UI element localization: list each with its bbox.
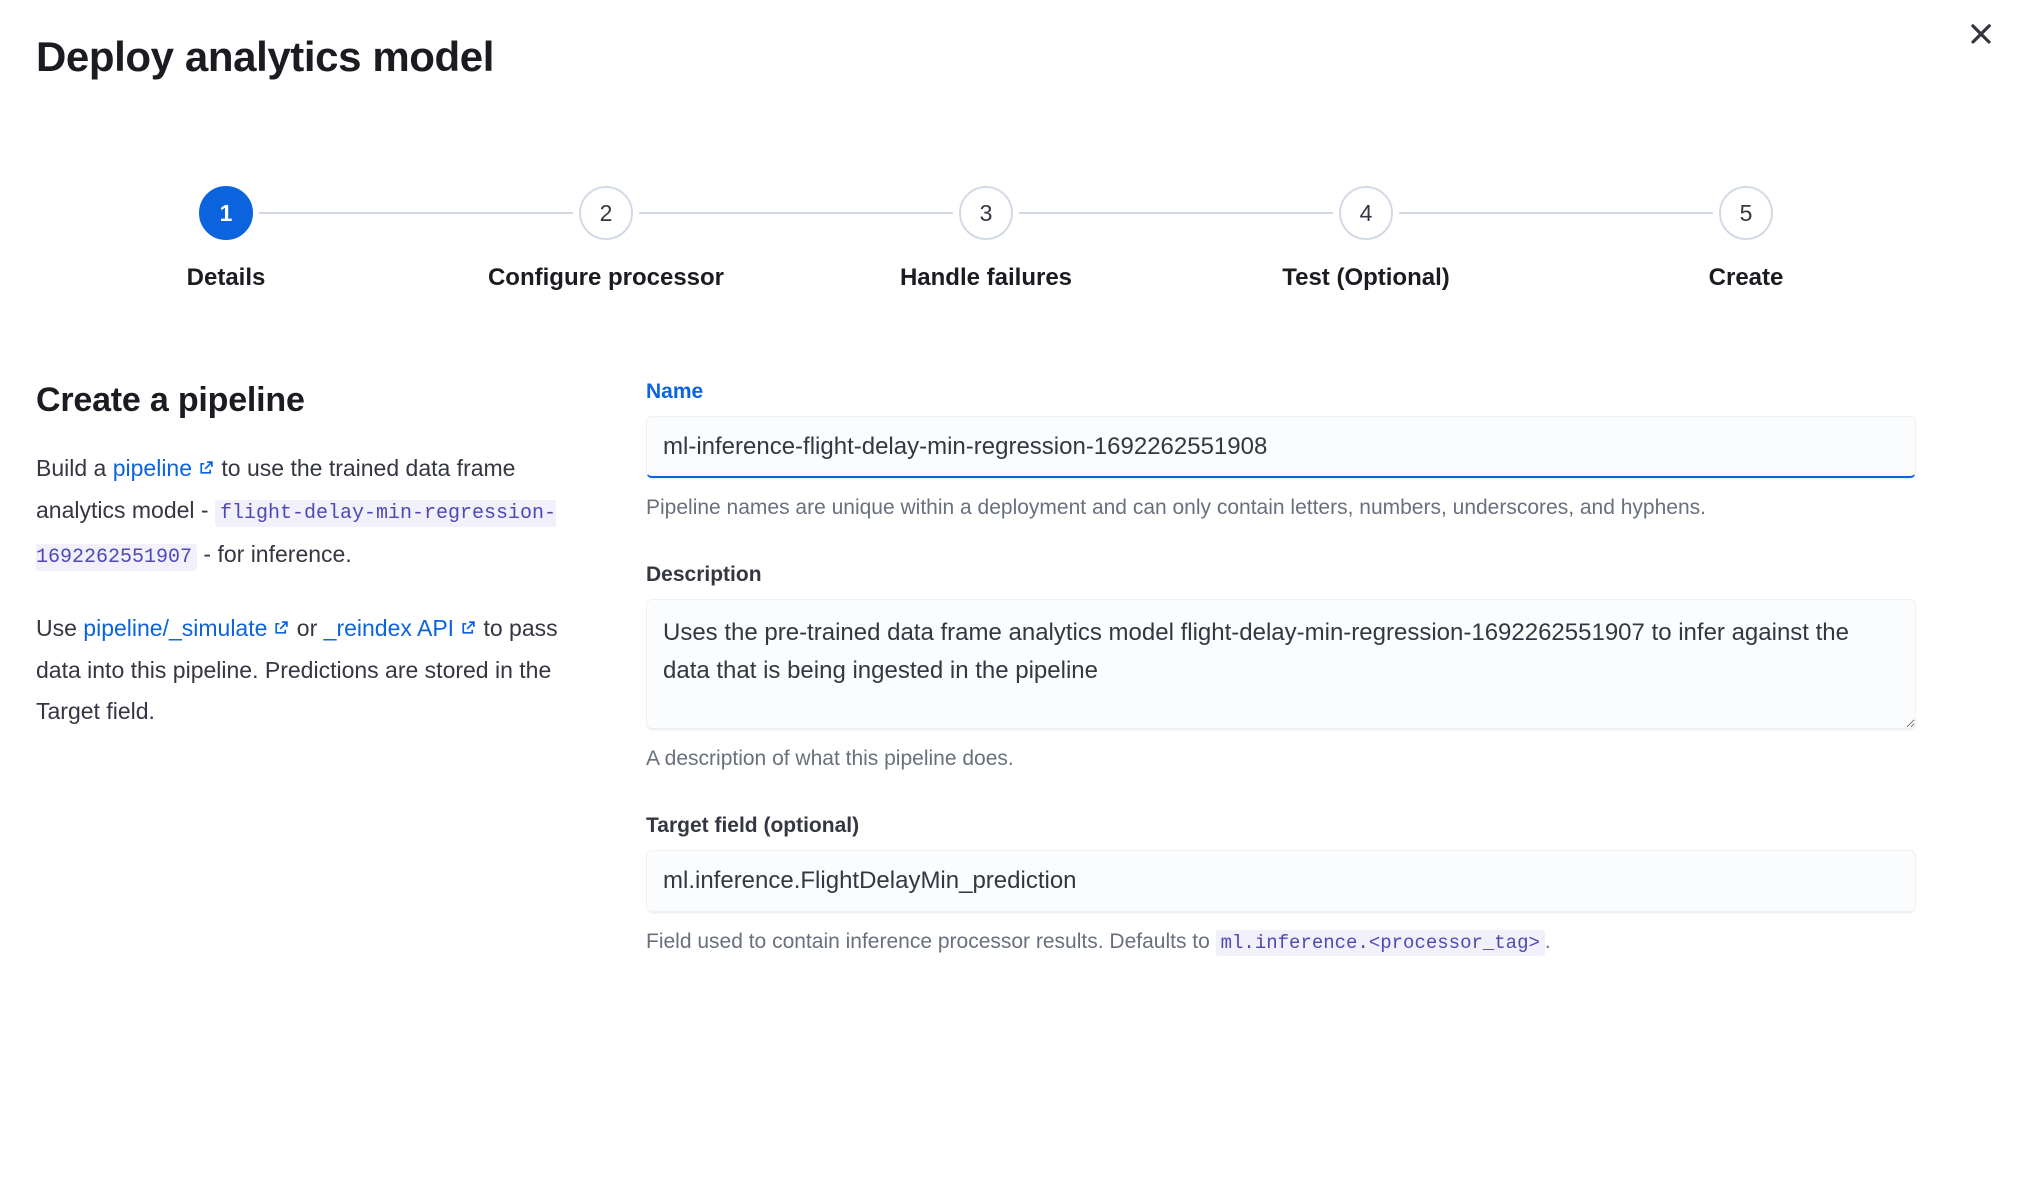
text-fragment: to use the trained data frame analytics model - <box>36 455 516 523</box>
external-link-icon <box>272 609 290 650</box>
target-field-help-text <box>646 926 1916 959</box>
external-link-icon <box>197 449 215 490</box>
step-configure-processor[interactable] <box>416 186 796 292</box>
step-connector <box>796 212 953 214</box>
name-label: Name <box>646 380 704 403</box>
step-connector <box>1556 212 1713 214</box>
step-create[interactable] <box>1556 186 1936 292</box>
description-textarea[interactable] <box>646 599 1916 729</box>
target-field-label: Target field (optional) <box>646 814 860 837</box>
step-label: Configure processor <box>487 264 725 291</box>
step-connector <box>639 212 796 214</box>
step-details[interactable] <box>36 186 416 292</box>
step-connector <box>1176 212 1333 214</box>
step-label: Handle failures <box>899 264 1073 291</box>
description-label: Description <box>646 563 762 586</box>
pipeline-simulate-link[interactable]: pipeline/_simulate <box>83 615 268 641</box>
info-column <box>36 380 636 762</box>
form-column <box>636 380 1988 999</box>
close-button[interactable] <box>1961 14 2001 54</box>
form-row-name <box>646 380 1988 523</box>
text-fragment: Build a <box>36 455 113 481</box>
text-fragment: Use <box>36 615 84 641</box>
step-connector <box>259 212 416 214</box>
step-handle-failures[interactable] <box>796 186 1176 292</box>
step-test-optional[interactable] <box>1176 186 1556 292</box>
step-label: Details <box>186 264 266 291</box>
text-fragment: . <box>1544 930 1551 953</box>
info-paragraph-simulate <box>36 608 586 732</box>
info-heading: Create a pipeline <box>36 381 305 419</box>
name-input[interactable] <box>646 416 1916 478</box>
info-paragraph-pipeline <box>36 448 586 578</box>
target-field-input[interactable] <box>646 850 1916 912</box>
step-indicator <box>36 186 1936 292</box>
external-link-icon <box>459 609 477 650</box>
text-fragment: or <box>290 615 324 641</box>
form-row-target-field <box>646 814 1988 959</box>
step-label: Test (Optional) <box>1282 264 1450 291</box>
reindex-api-link[interactable]: _reindex API <box>323 615 455 641</box>
step-number: 3 <box>959 186 1013 240</box>
step-number: 4 <box>1339 186 1393 240</box>
text-fragment: Field used to contain inference processor results. Defaults to <box>646 930 1216 953</box>
description-help-text: A description of what this pipeline does. <box>646 747 1014 770</box>
step-label: Create <box>1708 264 1784 291</box>
step-number: 1 <box>199 186 253 240</box>
pipeline-docs-link[interactable]: pipeline <box>112 455 193 481</box>
name-help-text: Pipeline names are unique within a deployment and can only contain letters, numbers, underscores, and hyphens. <box>646 496 1706 519</box>
step-number: 2 <box>579 186 633 240</box>
close-icon <box>1968 21 1994 47</box>
step-connector <box>416 212 573 214</box>
default-target-code: ml.inference.<processor_tag> <box>1216 930 1545 956</box>
step-connector <box>1399 212 1556 214</box>
step-content <box>36 380 1988 999</box>
step-connector <box>1019 212 1176 214</box>
page-title: Deploy analytics model <box>36 33 495 80</box>
model-id-code: flight-delay-min-regression-1692262551907 <box>36 502 557 569</box>
step-number: 5 <box>1719 186 1773 240</box>
text-fragment: to pass data into this pipeline. Predictions are stored in the Target field. <box>36 615 558 724</box>
form-row-description <box>646 563 1988 774</box>
text-fragment: - for inference. <box>197 541 352 567</box>
